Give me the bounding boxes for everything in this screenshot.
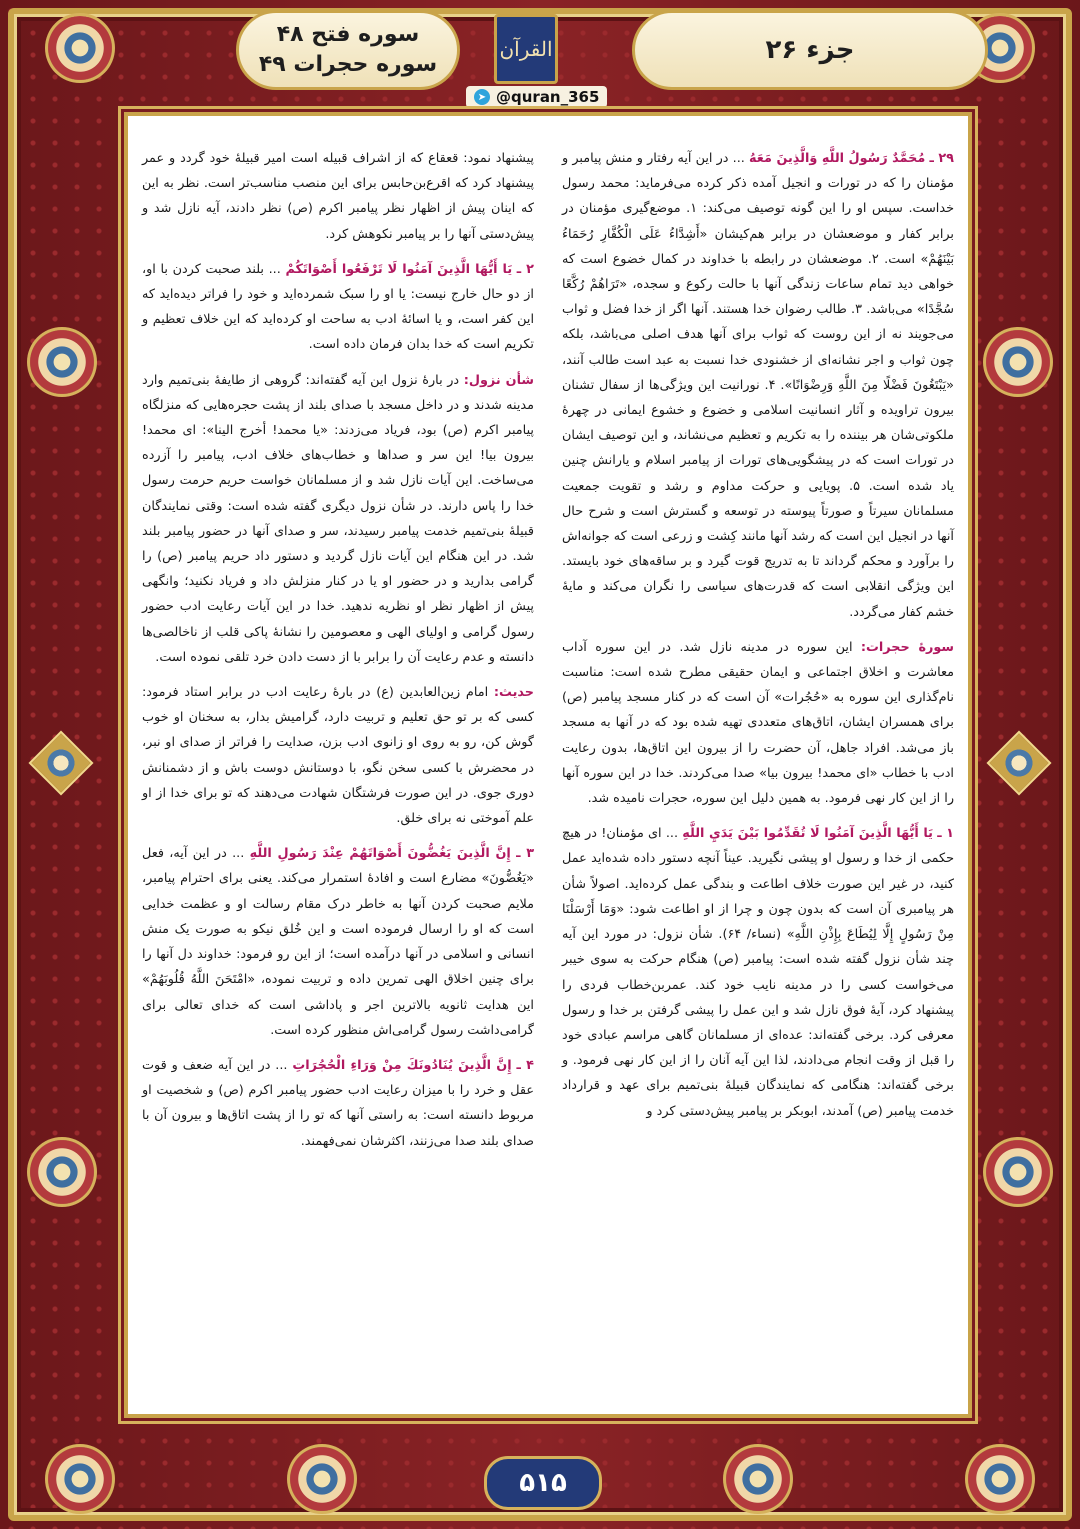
side-medallion-left-upper	[30, 330, 94, 394]
commentary-text: این سوره در مدینه نازل شد. در این سوره آداب معاشرت و اخلاق اجتماعی و ایمان حقیقی مطرح شده است: مناسبت نام‌گذاری این سوره به «حُجُرات» آن است که در کنار مسجد پیامبر (ص) برای همسران ایشان، اتاق‌های متعددی تهیه شده بود که در آنها به مسجد باز می‌شد. افراد جاهل، آن حضرت را از بیرون این اتاق‌ها، بدون رعایت ادب با خطاب «ای محمد! بیرون بیا» صدا می‌کردند. خدا در این سوره آنها را از این کار نهی فرمود. به همین دلیل این سوره، حجرات نامیده شد.	[562, 639, 954, 807]
corner-medallion-bottom-right	[968, 1447, 1032, 1511]
bottom-medallion-left	[290, 1447, 354, 1511]
commentary-text: ... در این آیه رفتار و منش پیامبر و مؤمنان را که در تورات و انجیل آمده ذکر کرده می‌فرماید: محمد رسول خداست. سپس او را این گونه توصیف می‌کند: ۱. موضع‌گیری مؤمنان در برابر کفار و موضعشان در برابر هم‌کیشان «أَشِدَّاءُ عَلَى الْكُفَّارِ رُحَمَاءُ بَيْنَهُمْ» است. ۲. موضعشان در رابطه با خداوند در کمال خضوع است که خواهی دید تمام ساعات زندگی آنها با حالت رکوع و سجده، «تَرَاهُمْ رُكَّعًا سُجَّدًا» می‌باشد. ۳. طالب رضوان خدا هستند. آنها اگر از خدا فضل و ثواب می‌جویند نه از این روست که ثواب برای آنها هدف اصلی می‌باشد، بلکه چون ثواب و اجر نشانه‌ای از خشنودی خدا نسبت به عبد است طالب آنند، «يَبْتَغُونَ فَضْلًا مِنَ اللَّهِ وَرِضْوَانًا». ۴. نورانیت این ویژگی‌ها از سفال تشنان بیرون تراویده و آثار انسانیت اسلامی و خضوع و خشوع ایمانی در چهرهٔ ملکوتی‌شان هر بیننده را به تکریم و تعظیم می‌نشاند، و این توصیف ایشان در تورات است که در پیشگویی‌های تورات از پیامبر اسلام و یارانش چنین یاد شده است. ۵. پویایی و حرکت مداوم و رشد و تقویت جمعیت مسلمانان سیرتاً و صورتاً پیوسته در توسعه و گسترش است و شرح حال آنها در انجیل این است که رشد آنها مانند کِشت و زرعی است که جوانه‌اش را برآورد و محکم گرداند تا به تدریج قوت گیرد و بر ساقه‌های خود بایستد. این ویژگی انقلابی است که قدرت‌های سیاسی را نگران می‌کند و مایهٔ خشم کفار می‌گردد.	[562, 151, 955, 620]
commentary-text: امام زین‌العابدین (ع) در بارهٔ رعایت ادب در برابر استاد فرمود: کسی که بر تو حق تعلیم و تربیت دارد، گرامیش بدار، به سخنان او خوب گوش کن، رو به روی او زانوی ادب بزن، صدایت را فراتر از صدای او نبر، در محضرش با کسی سخن نگو، با دوستانش دوست باش و از دشمنانش دوری جوی. در این صورت فرشتگان شهادت می‌دهند که تو برای خدا از او علم آموختی نه برای خلق.	[142, 685, 534, 827]
commentary-paragraph	[142, 841, 534, 1043]
commentary-text: در بارهٔ نزول این آیه گفته‌اند: گروهی از طایفهٔ بنی‌تمیم وارد مدینه شدند و در داخل مسجد با صدای بلند از پشت حجره‌هایی که منزلگاه پیامبر اکرم (ص) بود، فریاد می‌زدند: «یا محمد! أخرج الینا»: ای محمد! بیرون بیا! این سر و صداها و خطاب‌های خلاف ادب، پیامبر را آزرده می‌ساخت. این آیات نازل شد و از مسلمانان خواست حریم حرمت رسول خدا را پاس دارند. در شأن نزول دیگری گفته شده است: وقتی نمایندگان قبیلهٔ بنی‌تمیم خدمت پیامبر رسیدند، سر و صدای آنها در حضور پیامبر بلند شد. در این هنگام این آیات نازل گردید و دستور داد حریم پیامبر (ص) را گرامی بدارید و در حضور او یا در کنار منزلش داد و فریاد نکنید؛ وانگهی پیش از اظهار نظر او نظریه ندهید. خدا در این آیات رعایت ادب حضور رسول گرامی و اولیای الهی و معصومین را نشانهٔ پاکی قلب از ناخالصی‌ها دانسته و عدم رعایت آن را برابر با از دست دادن خرد تلقی نموده است.	[142, 372, 534, 665]
commentary-paragraph	[562, 821, 954, 1123]
side-medallion-left-lower	[30, 1140, 94, 1204]
verse-number: ۲۹ ـ	[929, 151, 954, 166]
quran-verse-text: يَا أَيُّهَا الَّذِينَ آمَنُوا لَا تَرْفَعُوا أَصْوَاتَكُمْ	[285, 261, 513, 277]
corner-medallion-top-left	[48, 16, 112, 80]
commentary-text: پیشنهاد نمود: قعقاع که از اشراف قبیله است امیر قبیلهٔ خود گردد و عمر پیشنهاد کرد که اقرع‌بن‌حابس برای این منصب مناسب‌تر است. نظر به این که اینان پیش از اظهار نظر پیامبر اکرم (ص) نظر دادند، آیه نازل شد و پیش‌دستی آنها را بر پیامبر نکوهش کرد.	[142, 151, 534, 242]
surah-title-1: سوره فتح ۴۸	[276, 22, 420, 47]
corner-medallion-bottom-left	[48, 1447, 112, 1511]
side-medallion-right-upper	[986, 330, 1050, 394]
commentary-paragraph	[142, 368, 534, 670]
commentary-panel	[124, 112, 972, 1418]
commentary-paragraph	[562, 146, 954, 625]
telegram-icon: ➤	[474, 89, 490, 105]
commentary-text: ... بلند صحبت کردن با او، از دو حال خارج نیست: یا او را سبک شمرده‌اید و خود را فراتر دیده‌اید که این کفر است، و یا اسائهٔ ادب به ساحت او کرده‌اید که این خلاف تعظیم و تکریم است که خدا بدان فرمان داده است.	[142, 261, 534, 353]
surah-title-2: سوره حجرات ۴۹	[258, 52, 438, 77]
quran-verse-text: إِنَّ الَّذِينَ يُنَادُونَكَ مِنْ وَرَاءِ الْحُجُرَاتِ	[292, 1057, 512, 1073]
verse-number: ۱ ـ	[937, 826, 954, 842]
surah-label-box	[236, 10, 460, 90]
logo-text: القرآن	[499, 37, 553, 61]
verse-number: ۳ ـ	[516, 846, 534, 862]
telegram-handle-badge[interactable]	[466, 86, 607, 108]
telegram-handle: @quran_365	[496, 88, 600, 106]
left-column	[142, 146, 534, 1164]
quran-logo	[494, 14, 558, 84]
commentary-paragraph	[562, 635, 954, 811]
commentary-paragraph	[142, 257, 534, 358]
verse-number: شأن نزول:	[463, 372, 534, 388]
juz-label-box	[632, 10, 988, 90]
verse-number: حدیث:	[493, 685, 534, 701]
quran-verse-text: مُحَمَّدٌ رَسُولُ اللَّهِ وَالَّذِينَ مَعَهُ	[749, 151, 926, 166]
quran-verse-text: إِنَّ الَّذِينَ يَغُضُّونَ أَصْوَاتَهُمْ عِنْدَ رَسُولِ اللَّهِ	[249, 846, 511, 862]
right-column	[562, 146, 954, 1134]
commentary-text: ... ای مؤمنان! در هیچ حکمی از خدا و رسول او پیشی نگیرید. عیناً آنچه دستور داده شده‌اید عمل کنید، در غیر این صورت خلاف اطاعت و بندگی عمل کرده‌اید. اصولاً شأن هر پیامبری آن است که بدون چون و چرا از او اطاعت شود: «وَمَا أَرْسَلْنَا مِنْ رَسُولٍ إِلَّا لِيُطَاعَ بِإِذْنِ اللَّهِ» (نساء/ ۶۴). شأن نزول: در مورد این آیه چند شأن نزول گفته شده است: پیامبر (ص) هنگام حرکت به سوی خیبر می‌خواست کسی را در مدینه نایب خود کند. عمربن‌خطاب فردی را پیشنهاد کرد، آیهٔ فوق نازل شد و این عمل را پیشی گرفتن بر خدا و رسول معرفی کرد. برخی گفته‌اند: عده‌ای از مسلمانان گاهی مراسم عبادی خود را قبل از وقت انجام می‌دادند، لذا این آیه آنان را از این کار نهی فرمود. و برخی گفته‌اند: هنگامی که نمایندگان قبیلهٔ بنی‌تمیم برای عهد و قرارداد خدمت پیامبر (ص) آمدند، ابوبکر بر پیامبر پیش‌دستی کرد و	[562, 826, 954, 1119]
side-medallion-right-lower	[986, 1140, 1050, 1204]
commentary-text: ... در این آیه ضعف و قوت عقل و خرد را با میزان رعایت ادب حضور پیامبر اکرم (ص) و شخصیت او مربوط دانسته است: به راستی آنها که تو را از پشت اتاق‌ها و بیرون آن با صدای بلند صدا می‌زنند، اکثرشان نمی‌فهمند.	[142, 1057, 534, 1149]
commentary-paragraph	[142, 146, 534, 247]
verse-number: ۴ ـ	[516, 1057, 534, 1073]
verse-number: ۲ ـ	[516, 261, 534, 277]
verse-number: سورهٔ حجرات:	[860, 639, 954, 655]
bottom-medallion-right	[726, 1447, 790, 1511]
commentary-text: ... در این آیه، فعل «يَغُضُّونَ» مضارع است و افادهٔ استمرار می‌کند. یعنی برای احترام پیامبر، ملایم صحبت کردن آنها به خاطر درک مقام رسالت او و عظمت خدایی است که او را ارسال فرموده است و این خُلق نیکو به صورت یک منش انسانی و اسلامی در آنها درآمده است؛ از این رو فرمود: خداوند دل آنها را برای چنین اخلاق الهی تمرین داده و تربیت نموده، «امْتَحَنَ اللَّهُ قُلُوبَهُمْ» این هدایت ثانویه بالاترین اجر و پاداشی است که خدای تعالی برای گرامی‌داشت رسول گرامی‌اش منظور کرده است.	[142, 846, 534, 1038]
page-number: ۵۱۵	[519, 1468, 567, 1498]
page-number-badge	[484, 1456, 602, 1510]
quran-verse-text: يَا أَيُّهَا الَّذِينَ آمَنُوا لَا تُقَدِّمُوا بَيْنَ يَدَيِ اللَّهِ	[682, 826, 933, 842]
juz-label: جزء ۲۶	[765, 35, 855, 65]
commentary-paragraph	[142, 680, 534, 831]
commentary-paragraph	[142, 1053, 534, 1154]
